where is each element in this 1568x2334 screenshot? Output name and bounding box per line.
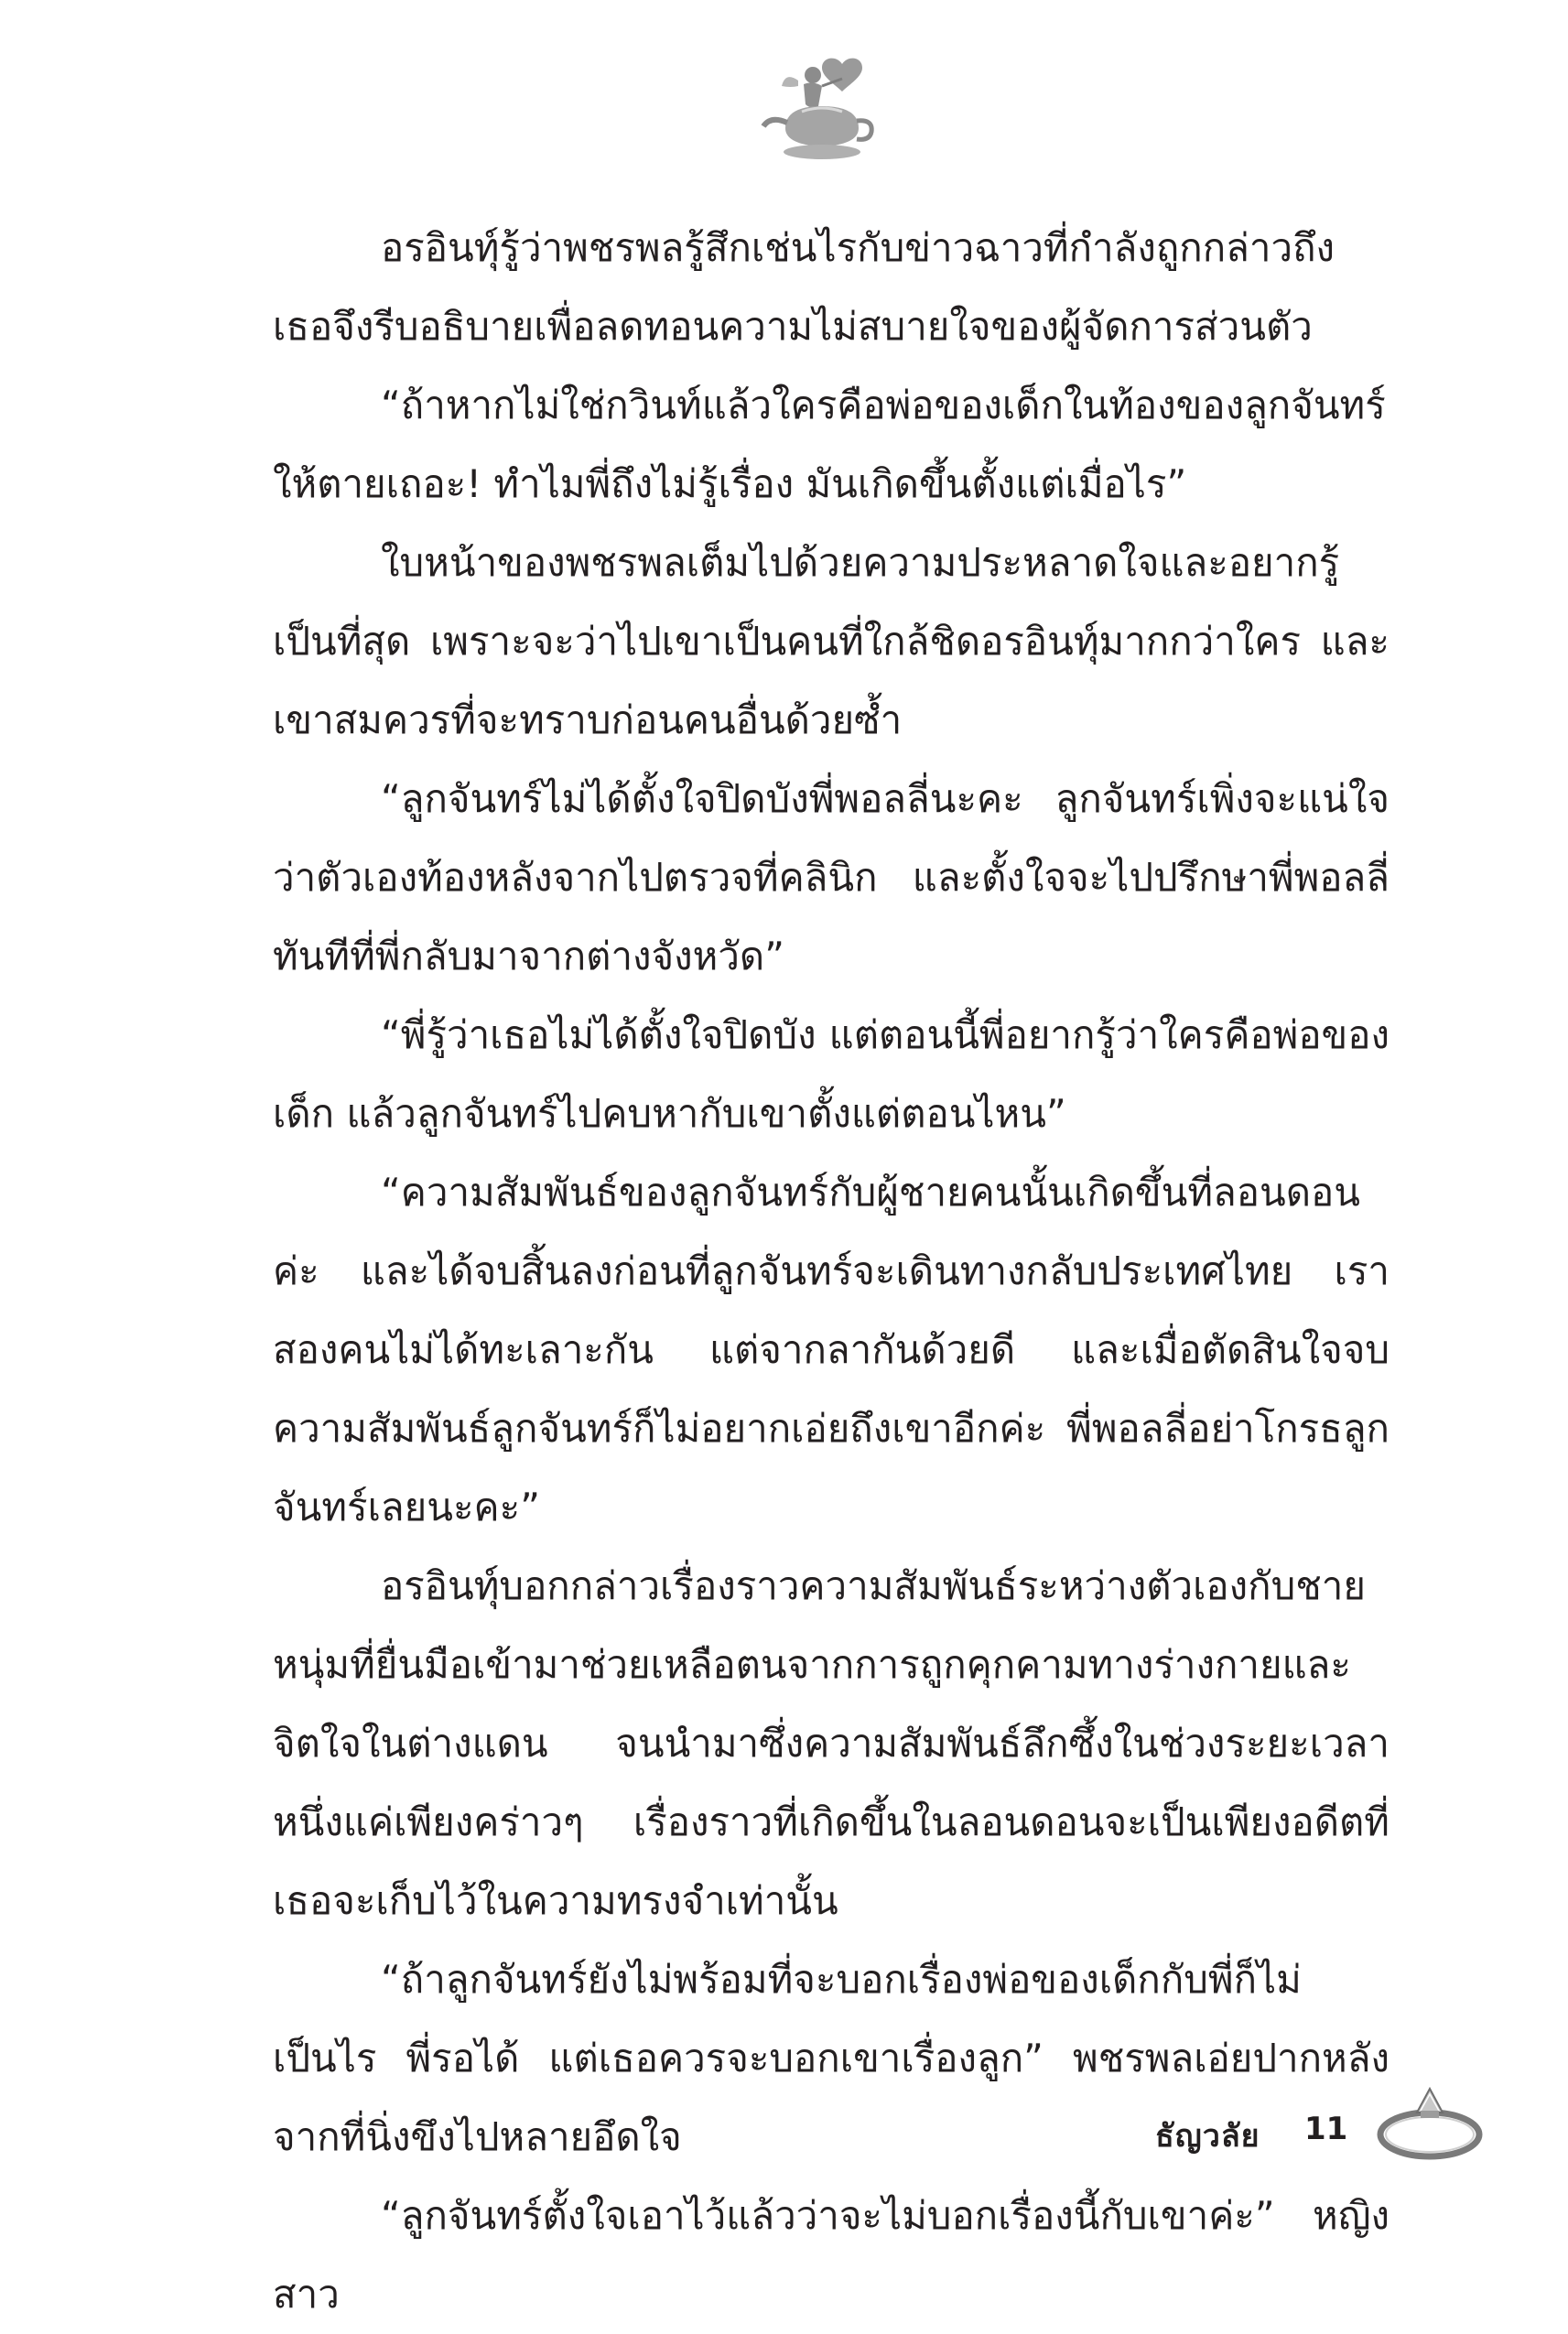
paragraph: ใบหน้าของพชรพลเต็มไปด้วยความประหลาดใจและอยากรู้เป็นที่สุด เพราะจะว่าไปเขาเป็นคนที่ใกล้ชิดอรอินทุ์มากกว่าใคร และเขาสมควรที่จะทราบก่อนคนอื่นด้วยซ้ำ (273, 540, 1390, 742)
page-number: 11 (1304, 2111, 1348, 2147)
paragraph: “ความสัมพันธ์ของลูกจันทร์กับผู้ชายคนนั้นเกิดขึ้นที่ลอนดอนค่ะ และได้จบสิ้นลงก่อนที่ลูกจันทร์จะเดินทางกลับประเทศไทย เราสองคนไม่ได้ทะเลาะกัน แต่จากลากันด้วยดี และเมื่อตัดสินใจจบความสัมพันธ์ลูกจันทร์ก็ไม่อยากเอ่ยถึงเขาอีกค่ะ พี่พอลลี่อย่าโกรธลูกจันทร์เลยนะคะ” (273, 1170, 1390, 1529)
footer-title: ธัญวลัย (1155, 2118, 1260, 2155)
paragraph: “ถ้าลูกจันทร์ยังไม่พร้อมที่จะบอกเรื่องพ่อของเด็กกับพี่ก็ไม่เป็นไร พี่รอได้ แต่เธอควรจะบอกเขาเรื่องลูก” พชรพลเอ่ยปากหลังจากที่นิ่งขึงไปหลายอึดใจ (273, 1957, 1390, 2159)
body-text (273, 209, 1390, 2334)
paragraph: “พี่รู้ว่าเธอไม่ได้ตั้งใจปิดบัง แต่ตอนนี้พี่อยากรู้ว่าใครคือพ่อของเด็ก แล้วลูกจันทร์ไปคบหากับเขาตั้งแต่ตอนไหน” (273, 1012, 1390, 1136)
paragraph: อรอินทุ์รู้ว่าพชรพลรู้สึกเช่นไรกับข่าวฉาวที่กำลังถูกกล่าวถึง เธอจึงรีบอธิบายเพื่อลดทอนความไม่สบายใจของผู้จัดการส่วนตัว (273, 225, 1336, 349)
paragraph: อรอินทุ์บอกกล่าวเรื่องราวความสัมพันธ์ระหว่างตัวเองกับชายหนุ่มที่ยื่นมือเข้ามาช่วยเหลือตนจากการถูกคุกคามทางร่างกายและจิตใจในต่างแดน จนนำมาซึ่งความสัมพันธ์ลึกซึ้งในช่วงระยะเวลาหนึ่งแค่เพียงคร่าวๆ เรื่องราวที่เกิดขึ้นในลอนดอนจะเป็นเพียงอดีตที่เธอจะเก็บไว้ในความทรงจำเท่านั้น (273, 1563, 1390, 1923)
paragraph: “ถ้าหากไม่ใช่กวินท์แล้วใครคือพ่อของเด็กในท้องของลูกจันทร์ให้ตายเถอะ! ทำไมพี่ถึงไม่รู้เรื่อง มันเกิดขึ้นตั้งแต่เมื่อไร” (273, 383, 1386, 506)
paragraph: “ลูกจันทร์ไม่ได้ตั้งใจปิดบังพี่พอลลี่นะคะ ลูกจันทร์เพิ่งจะแน่ใจว่าตัวเองท้องหลังจากไปตรวจที่คลินิก และตั้งใจจะไปปรึกษาพี่พอลลี่ทันทีที่พี่กลับมาจากต่างจังหวัด” (273, 776, 1390, 978)
cupid-teacup-ornament-icon (758, 44, 886, 172)
paragraph: “ลูกจันทร์ตั้งใจเอาไว้แล้วว่าจะไม่บอกเรื่องนี้กับเขาค่ะ” หญิงสาว (273, 2193, 1390, 2317)
diamond-ring-icon (1373, 2074, 1492, 2166)
